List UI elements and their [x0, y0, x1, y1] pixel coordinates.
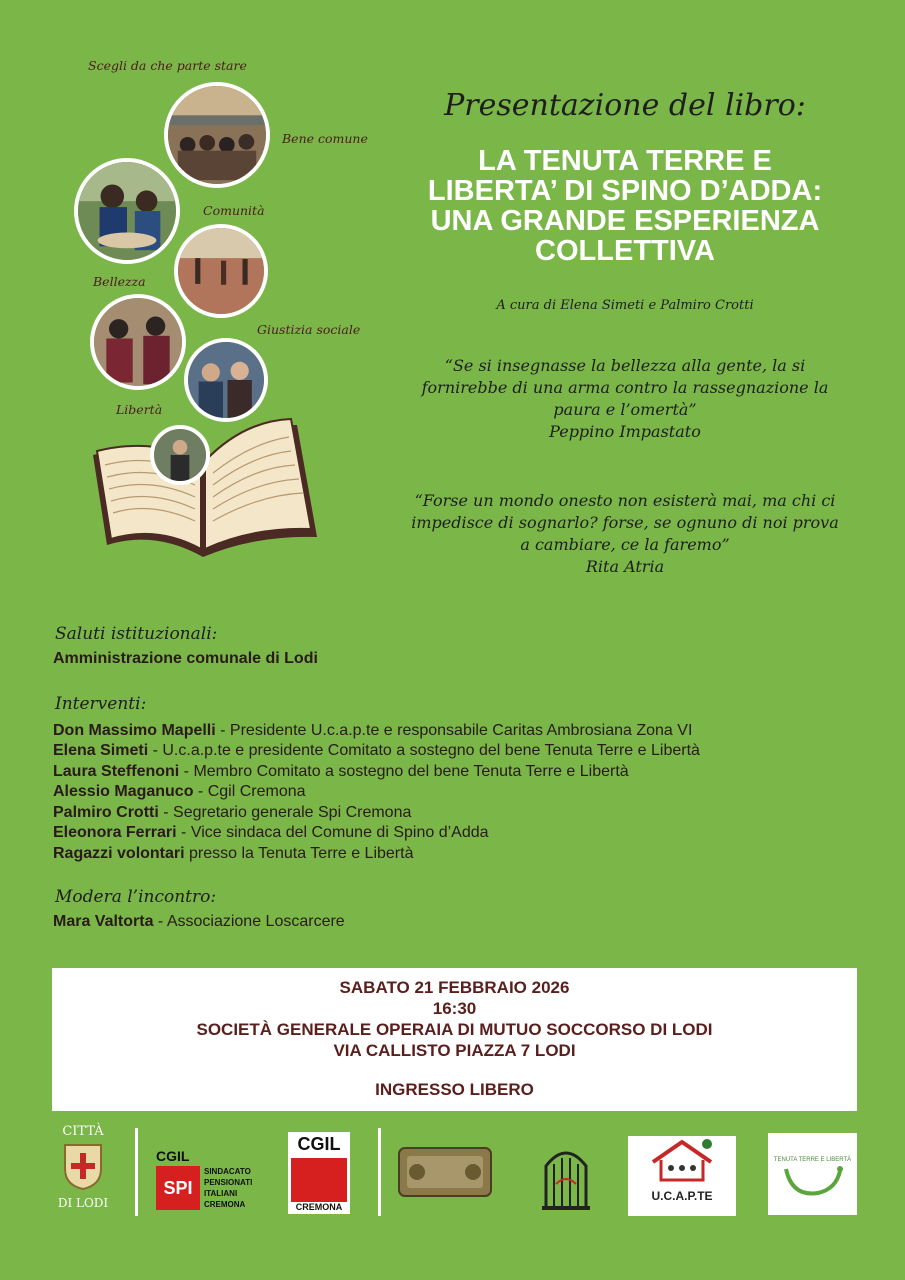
- label-liberta: Libertà: [116, 402, 163, 417]
- moderator-name: Mara Valtorta: [53, 913, 154, 930]
- event-info-box: [52, 968, 857, 1111]
- speaker-row: [53, 823, 489, 843]
- speaker-name: Laura Steffenoni: [53, 763, 180, 780]
- speaker-role: - Cgil Cremona: [193, 783, 306, 800]
- title-line: LIBERTA’ DI SPINO D’ADDA:: [427, 175, 823, 207]
- cgil-brand: CGIL: [297, 1134, 341, 1154]
- cgil-city: CREMONA: [295, 1202, 343, 1212]
- cgil-cremona-logo: [288, 1132, 350, 1214]
- quote-line: fornirebbe di una arma contro la rassegnazione la: [421, 378, 829, 397]
- quote-line: paura e l’omertà”: [553, 400, 697, 419]
- lodi-crest-icon: [61, 1139, 105, 1191]
- event-entry: INGRESSO LIBERO: [375, 1080, 534, 1099]
- quote-author: Peppino Impastato: [549, 422, 701, 441]
- speaker-row: [53, 762, 629, 782]
- event-time: 16:30: [432, 999, 477, 1018]
- pretitle: Presentazione del libro:: [444, 88, 806, 123]
- event-address: VIA CALLISTO PIAZZA 7 LODI: [333, 1041, 576, 1060]
- tenuta-text: TENUTA TERRE E LIBERTÀ: [773, 1157, 852, 1163]
- photo-speakers: [184, 338, 268, 422]
- spi-text-line: SINDACATO: [204, 1167, 251, 1176]
- speaker-role: presso la Tenuta Terre e Libertà: [184, 845, 414, 862]
- open-book-illustration: [85, 395, 325, 565]
- speaker-name: Palmiro Crotti: [53, 804, 159, 821]
- logo-divider: [378, 1128, 381, 1216]
- speaker-name: Eleonora Ferrari: [53, 824, 177, 841]
- tenuta-terre-liberta-logo: [768, 1133, 857, 1215]
- ucapte-logo: [628, 1136, 736, 1216]
- saluti-text: Amministrazione comunale di Lodi: [53, 650, 318, 667]
- speaker-row: [53, 782, 306, 802]
- birdcage-loscarcere-icon: [532, 1136, 600, 1216]
- photo-group-tshirts: [90, 294, 186, 390]
- speaker-row: [53, 803, 411, 823]
- logo-divider: [135, 1128, 138, 1216]
- quote-line: “Forse un mondo onesto non esisterà mai, ma chi ci: [414, 491, 836, 510]
- cgil-spi-cremona-logo: [156, 1148, 256, 1214]
- quote-line: impedisce di sognarlo? forse, se ognuno di noi prova: [411, 513, 839, 532]
- speaker-row: [53, 844, 413, 864]
- ucapte-text: U.C.A.P.TE: [651, 1189, 713, 1203]
- speaker-name: Alessio Maganuco: [53, 783, 194, 800]
- spi-mark: SPI: [156, 1166, 200, 1210]
- saluti-heading: Saluti istituzionali:: [55, 624, 218, 644]
- label-giustizia-sociale: Giustizia sociale: [257, 322, 361, 337]
- photo-youths-cooking: [74, 158, 180, 264]
- lodi-top-text: CITTÀ: [62, 1124, 104, 1139]
- speaker-row: [53, 721, 692, 741]
- label-bene-comune: Bene comune: [282, 131, 368, 146]
- quote-atria: [375, 490, 875, 578]
- speaker-role: - Segretario generale Spi Cremona: [158, 804, 412, 821]
- spi-text-line: PENSIONATI: [204, 1178, 253, 1187]
- label-comunita: Comunità: [203, 203, 265, 218]
- photo-field-work: [174, 224, 268, 318]
- event-venue: SOCIETÀ GENERALE OPERAIA DI MUTUO SOCCORSO DI LODI: [196, 1020, 713, 1039]
- quote-impastato: [375, 355, 875, 443]
- label-bellezza: Bellezza: [93, 274, 146, 289]
- speaker-name: Ragazzi volontari: [53, 845, 185, 862]
- spi-text: [204, 1166, 252, 1210]
- title-line: COLLETTIVA: [535, 235, 715, 267]
- lodi-bottom-text: DI LODI: [57, 1196, 109, 1210]
- quote-line: a cambiare, ce la faremo”: [520, 535, 730, 554]
- speaker-name: Don Massimo Mapelli: [53, 722, 216, 739]
- tenuta-swoosh-icon: [778, 1163, 848, 1203]
- spi-text-line: ITALIANI: [204, 1189, 238, 1198]
- event-date: SABATO 21 FEBBRAIO 2026: [339, 978, 570, 997]
- quote-author: Rita Atria: [585, 557, 665, 576]
- title-line: LA TENUTA TERRE E: [478, 145, 772, 177]
- speaker-role: - Vice sindaca del Comune di Spino d’Adda: [176, 824, 489, 841]
- label-scegli: Scegli da che parte stare: [88, 58, 247, 73]
- cgil-red-block: [291, 1158, 347, 1202]
- speaker-role: - Presidente U.c.a.p.te e responsabile Caritas Ambrosiana Zona VI: [215, 722, 693, 739]
- modera-heading: Modera l’incontro:: [55, 887, 217, 907]
- societa-operaia-badge-icon: [395, 1140, 495, 1204]
- moderator-row: [53, 912, 345, 932]
- speaker-row: [53, 741, 700, 761]
- curators: A cura di Elena Simeti e Palmiro Crotti: [496, 298, 754, 313]
- title-line: UNA GRANDE ESPERIENZA: [430, 205, 820, 237]
- interventi-heading: Interventi:: [55, 694, 147, 714]
- speaker-role: - U.c.a.p.te e presidente Comitato a sostegno del bene Tenuta Terre e Libertà: [148, 742, 700, 759]
- photo-small-group: [150, 425, 210, 485]
- spi-brand: CGIL: [156, 1148, 190, 1164]
- speaker-role: - Membro Comitato a sostegno del bene Tenuta Terre e Libertà: [179, 763, 629, 780]
- quote-line: “Se si insegnasse la bellezza alla gente, la si: [444, 356, 806, 375]
- house-people-icon: [647, 1136, 717, 1184]
- speaker-name: Elena Simeti: [53, 742, 149, 759]
- spi-text-line: CREMONA: [204, 1200, 246, 1209]
- photo-group-meeting: [164, 82, 270, 188]
- moderator-role: - Associazione Loscarcere: [153, 913, 345, 930]
- book-title: [385, 146, 865, 266]
- citta-di-lodi-logo: [52, 1124, 114, 1216]
